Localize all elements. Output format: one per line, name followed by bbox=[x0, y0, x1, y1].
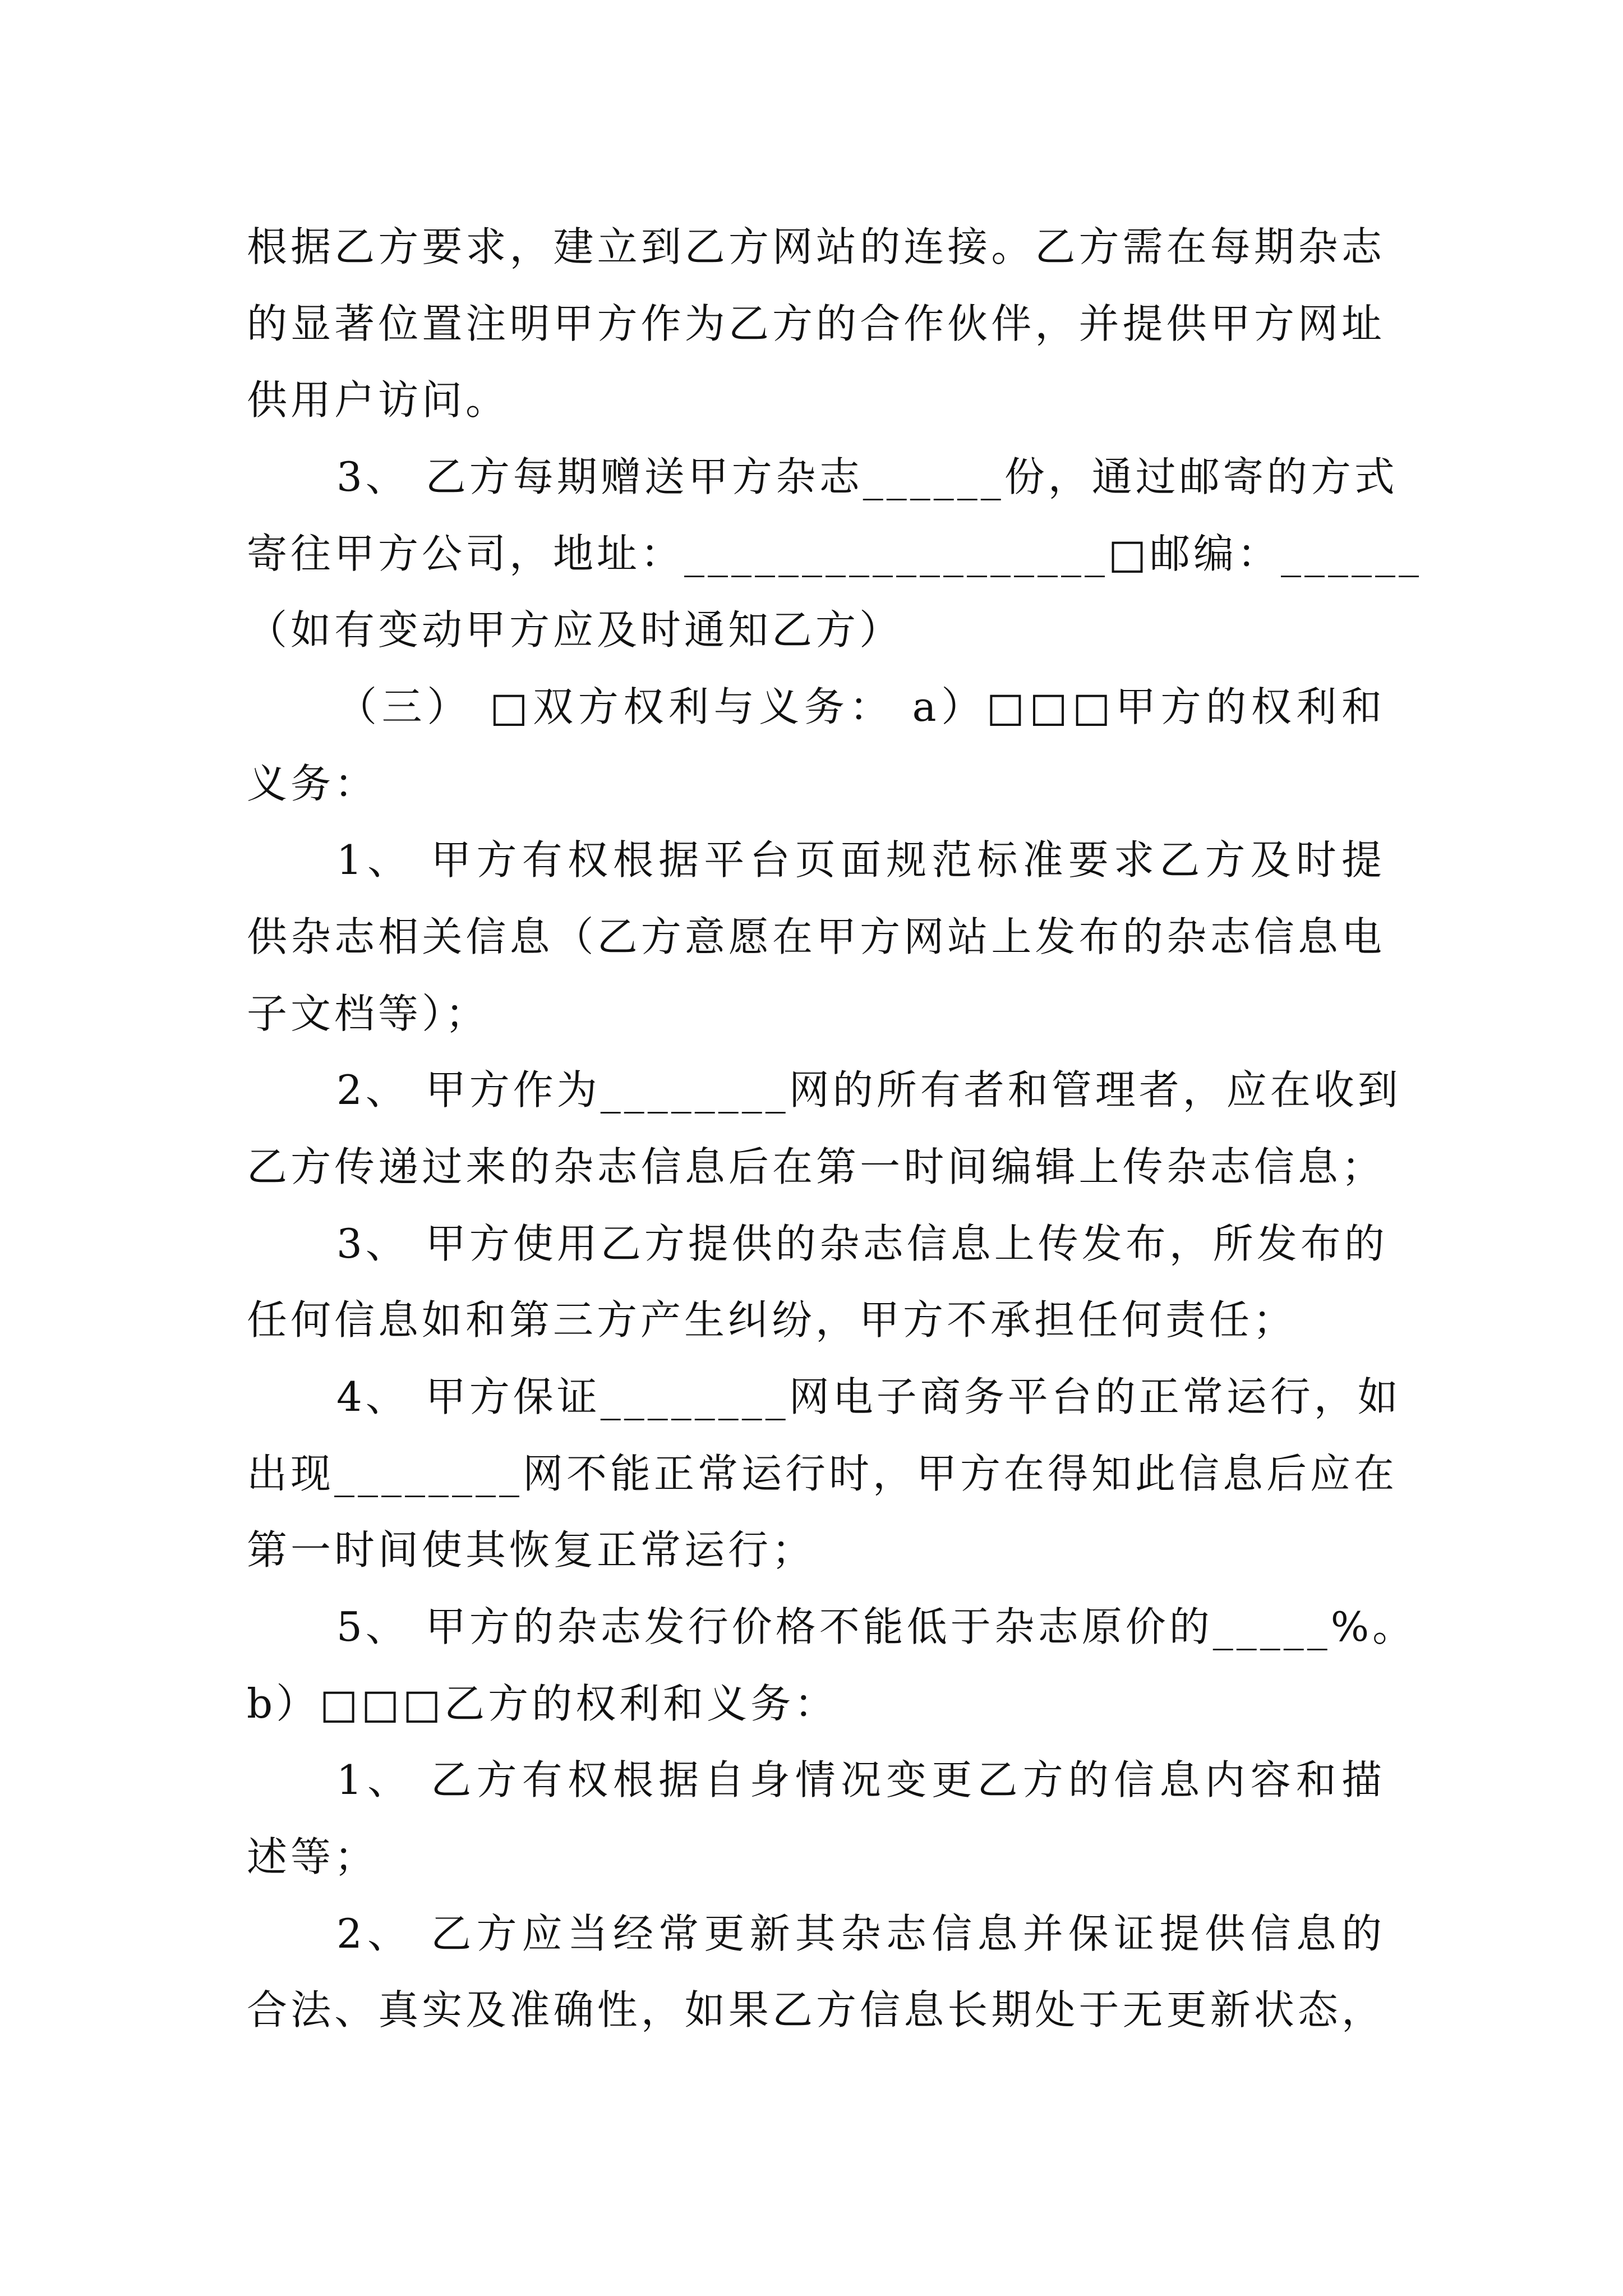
text-line: 子文档等）； bbox=[247, 990, 490, 1037]
text-line: b）□□□乙方的权利和义务： bbox=[247, 1680, 838, 1727]
text-line: 乙方传递过来的杂志信息后在第一时间编辑上传杂志信息； bbox=[247, 1143, 1385, 1190]
text-line: 供杂志相关信息（乙方意愿在甲方网站上发布的杂志信息电 bbox=[247, 913, 1385, 960]
text-line: 根据乙方要求，建立到乙方网站的连接。乙方需在每期杂志 bbox=[247, 223, 1385, 270]
text-line: 3、 乙方每期赠送甲方杂志______份，通过邮寄的方式 bbox=[336, 453, 1398, 500]
text-line: （如有变动甲方应及时通知乙方） bbox=[247, 606, 903, 654]
text-line: 的显著位置注明甲方作为乙方的合作伙伴，并提供甲方网址 bbox=[247, 300, 1385, 347]
text-line: 3、 甲方使用乙方提供的杂志信息上传发布，所发布的 bbox=[336, 1220, 1388, 1267]
text-line: 义务： bbox=[247, 760, 379, 807]
text-line: 4、 甲方保证________网电子商务平台的正常运行，如 bbox=[336, 1373, 1401, 1420]
text-line: 供用户访问。 bbox=[247, 376, 510, 424]
text-line: 第一时间使其恢复正常运行； bbox=[247, 1526, 816, 1573]
text-line: 任何信息如和第三方产生纠纷，甲方不承担任何责任； bbox=[247, 1296, 1297, 1343]
text-line: （三） □双方权利与义务： a）□□□甲方的权利和 bbox=[336, 683, 1385, 730]
text-line: 述等； bbox=[247, 1833, 379, 1880]
text-line: 合法、真实及准确性，如果乙方信息长期处于无更新状态， bbox=[247, 1986, 1385, 2033]
text-line: 寄往甲方公司，地址：__________________□邮编：______ bbox=[247, 530, 1423, 577]
text-line: 5、 甲方的杂志发行价格不能低于杂志原价的_____%。 bbox=[336, 1603, 1417, 1650]
text-line: 1、 甲方有权根据平台页面规范标准要求乙方及时提 bbox=[336, 836, 1385, 884]
text-line: 1、 乙方有权根据自身情况变更乙方的信息内容和描 bbox=[336, 1756, 1385, 1803]
text-line: 出现________网不能正常运行时，甲方在得知此信息后应在 bbox=[247, 1450, 1398, 1497]
text-line: 2、 甲方作为________网的所有者和管理者，应在收到 bbox=[336, 1066, 1401, 1114]
text-line: 2、 乙方应当经常更新其杂志信息并保证提供信息的 bbox=[336, 1910, 1385, 1957]
